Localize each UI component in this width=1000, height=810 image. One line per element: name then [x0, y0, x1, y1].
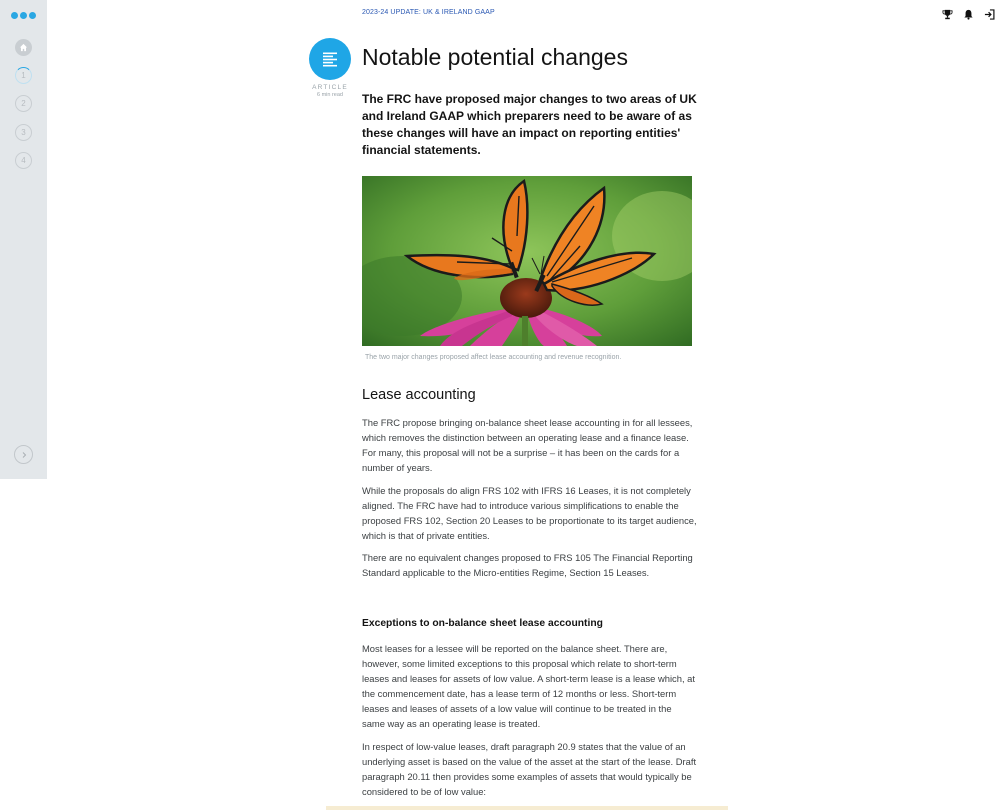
side-rail — [0, 0, 47, 479]
article-kicker[interactable]: 2023-24 UPDATE: UK & IRELAND GAAP — [362, 9, 495, 16]
read-time: 6 min read — [317, 92, 343, 98]
notifications-button[interactable] — [962, 8, 974, 20]
subsection-heading: Exceptions to on-balance sheet lease accounting — [362, 618, 603, 629]
trophy-button[interactable] — [941, 8, 953, 20]
article-type-label: ARTICLE — [312, 84, 348, 91]
article-type-badge — [309, 38, 351, 80]
paragraph-4: Most leases for a lessee will be reported on the balance sheet. There are, however, some limited exceptions to this proposal which relate to short-term leases and leases for assets of low value. A short-term lease is a lease which, at the commencement date, has a lease term of 12 months or less. Short-term leases and leases of assets of a low value will continue to be treated in the same way as an operating lease is treated. — [362, 643, 695, 729]
step-button-3[interactable]: 3 — [15, 124, 32, 141]
step-button-2[interactable]: 2 — [15, 95, 32, 112]
paragraph-1: The FRC propose bringing on-balance sheet lease accounting in for all lessees, which removes the distinction between an operating lease and a finance lease. For many, this proposal will not be a surprise – it has been on the cards for a number of years. — [362, 417, 693, 473]
step-button-4[interactable]: 4 — [15, 152, 32, 169]
exit-button[interactable] — [983, 8, 995, 20]
exit-icon — [984, 9, 995, 20]
hero-image — [362, 176, 692, 346]
paragraph-5: In respect of low-value leases, draft paragraph 20.9 states that the value of an underlying asset is based on the value of the asset at the start of the lease. Draft paragraph 20.11 then provides some examples of assets that would typically be considered to be of low value: — [362, 741, 697, 797]
trophy-icon — [942, 9, 953, 20]
page-title: Notable potential changes — [362, 44, 628, 70]
article-lead: The FRC have proposed major changes to two areas of UK and Ireland GAAP which preparers need to be aware of as these changes will have an impact on reporting entities' financial statements. — [362, 92, 697, 157]
bell-icon — [963, 9, 974, 20]
article-lines-icon — [321, 51, 339, 67]
chevron-right-icon — [20, 451, 28, 459]
step-button-1[interactable]: 1 — [15, 67, 32, 84]
top-toolbar — [941, 8, 995, 20]
image-caption: The two major changes proposed affect lease accounting and revenue recognition. — [365, 354, 622, 361]
home-icon — [19, 43, 28, 52]
expand-rail-button[interactable] — [14, 445, 33, 464]
paragraph-3: There are no equivalent changes proposed to FRS 105 The Financial Reporting Standard applicable to the Micro-entities Regime, Section 15 Leases. — [362, 552, 693, 578]
callout-box-edge — [326, 806, 728, 810]
home-button[interactable] — [15, 39, 32, 56]
section-heading: Lease accounting — [362, 387, 476, 403]
paragraph-2: While the proposals do align FRS 102 with IFRS 16 Leases, it is not completely aligned. The FRC have had to introduce various simplifications to enable the proposed FRS 102, Section 20 Leases to be proportionate to its target audience, which is that of private entities. — [362, 485, 697, 541]
brand-dots-icon[interactable] — [11, 12, 36, 19]
